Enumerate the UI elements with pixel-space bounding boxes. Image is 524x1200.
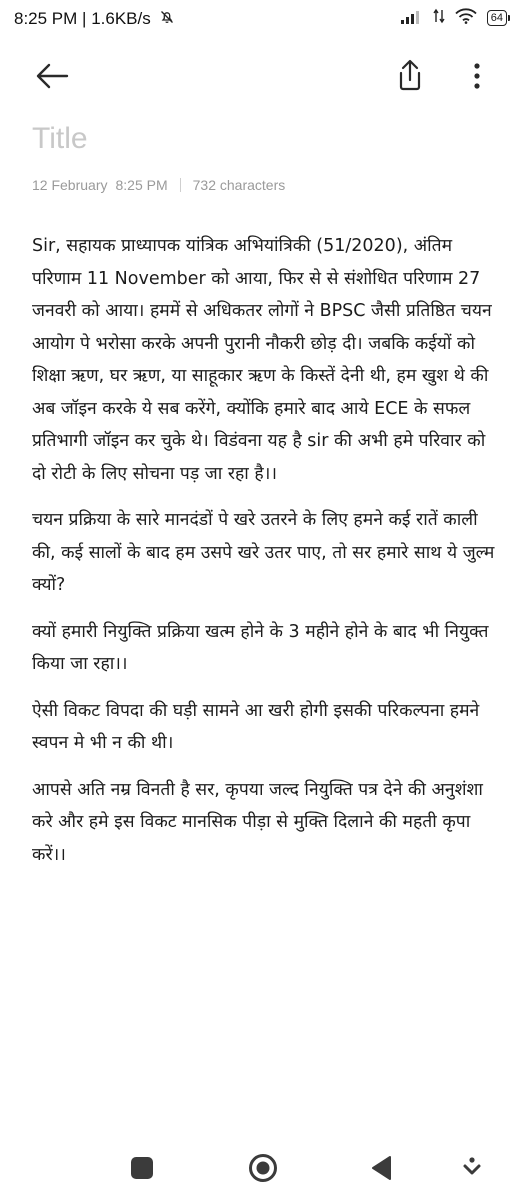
note-body-editor[interactable] bbox=[32, 230, 502, 885]
home-circle-icon[interactable] bbox=[248, 1153, 278, 1183]
char-count: 732 characters bbox=[192, 177, 286, 193]
note-date: 12 February bbox=[32, 177, 108, 193]
status-bar bbox=[0, 0, 524, 40]
mute-icon bbox=[159, 9, 175, 30]
note-toolbar bbox=[0, 48, 524, 104]
share-button[interactable] bbox=[392, 56, 428, 96]
note-time: 8:25 PM bbox=[115, 177, 168, 193]
signal-icon bbox=[401, 9, 423, 28]
note-paragraph: Sir, सहायक प्राध्यापक यांत्रिक अभियांत्रिकी (51/2020), अंतिम परिणाम 11 November को आया, फिर से से संशोधित परिणाम 27 जनवरी को आया। हममें से अधिकतर लोगों ने BPSC जैसी प्रतिष्ठित चयन आयोग पे भरोसा करके अपनी पुरानी नौकरी छोड़ दी। जबकि कईयों को शिक्षा ऋण, घर ऋण, या साहूकार ऋण के किस्तें देनी थी, हम खुश थे की अब जॉइन करके ये सब करेंगे, क्योंकि हमारे बाद आये ECE के सफल प्रतिभागी जॉइन कर चुके थे। विडंवना यह है sir की अभी हमे परिवार को दो रोटी के लिए सोचना पड़ जा रहा है।। bbox=[32, 236, 492, 484]
note-paragraph: चयन प्रक्रिया के सारे मानदंडों पे खरे उतरने के लिए हमने कई रातें काली की, कई सालों के बाद हम उसपे खरे उतर पाए, तो सर हमारे साथ ये जुल्म क्यों? bbox=[32, 510, 495, 595]
battery-level: 64 bbox=[487, 10, 507, 26]
wifi-icon bbox=[455, 8, 477, 28]
system-nav-bar bbox=[0, 1140, 524, 1200]
more-options-button[interactable] bbox=[462, 56, 492, 96]
note-paragraph: क्यों हमारी नियुक्ति प्रक्रिया खत्म होने के 3 महीने होने के बाद भी नियुक्त किया जा रहा।। bbox=[32, 621, 489, 674]
assistant-icon[interactable] bbox=[462, 1156, 482, 1180]
share-icon bbox=[392, 56, 428, 96]
more-vert-icon bbox=[462, 56, 492, 96]
recents-square-icon[interactable] bbox=[131, 1157, 153, 1179]
meta-divider bbox=[180, 178, 181, 192]
back-triangle-icon[interactable] bbox=[370, 1155, 392, 1181]
note-title-input[interactable] bbox=[32, 118, 492, 160]
back-arrow-icon bbox=[32, 56, 72, 96]
status-time: 8:25 PM bbox=[14, 9, 78, 28]
note-paragraph: आपसे अति नम्र विनती है सर, कृपया जल्द नियुक्ति पत्र देने की अनुशंशा करे और हमे इस विकट मानसिक पीड़ा से मुक्ति दिलाने की महती कृपा करें।। bbox=[32, 779, 483, 865]
note-paragraph: ऐसी विकट विपदा की घड़ी सामने आ खरी होगी इसकी परिकल्पना हमने स्वपन मे भी न की थी। bbox=[32, 700, 480, 753]
status-left: 8:25 PM | 1.6KB/s bbox=[14, 9, 175, 30]
status-right bbox=[401, 8, 510, 28]
note-meta bbox=[32, 177, 285, 193]
battery-icon bbox=[487, 10, 510, 26]
back-button[interactable] bbox=[32, 56, 72, 96]
network-speed: 1.6KB/s bbox=[91, 9, 151, 28]
data-arrows-icon bbox=[433, 8, 445, 28]
